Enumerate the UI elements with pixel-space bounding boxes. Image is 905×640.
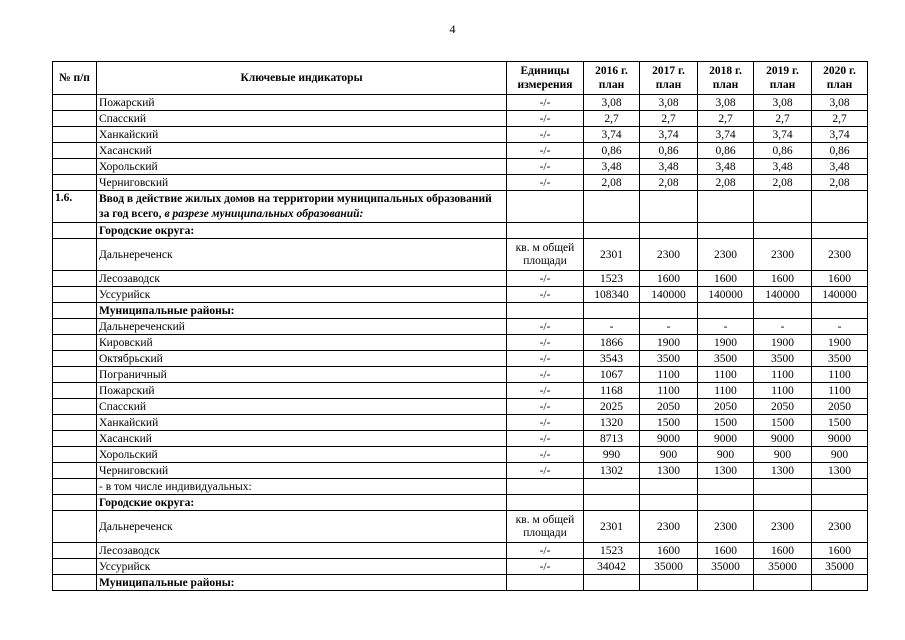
row-value: 990 — [584, 447, 640, 463]
table-row — [53, 111, 868, 127]
empty-cell — [812, 575, 868, 591]
row-value: - — [698, 319, 754, 335]
row-value: 1600 — [754, 543, 812, 559]
row-num — [53, 127, 97, 143]
row-value: 1100 — [812, 367, 868, 383]
row-name: Спасский — [97, 111, 507, 127]
row-unit: -/- — [507, 431, 584, 447]
empty-cell — [812, 303, 868, 319]
row-value: 2050 — [698, 399, 754, 415]
header-year-2020: 2020 г. план — [812, 62, 868, 95]
section-title — [97, 191, 507, 223]
header-year-2017: 2017 г. план — [640, 62, 698, 95]
header-unit: Единицы измерения — [507, 62, 584, 95]
row-name: Пограничный — [97, 367, 507, 383]
section-title-bold: Ввод в действие жилых домов на территории муниципальных образований за год всего, — [99, 192, 492, 220]
row-value: 2,08 — [640, 175, 698, 191]
table-row — [53, 367, 868, 383]
row-value: 1500 — [754, 415, 812, 431]
row-value: 3,74 — [698, 127, 754, 143]
empty-cell — [507, 495, 584, 511]
table-group-row — [53, 479, 868, 495]
row-value: 1600 — [754, 271, 812, 287]
row-value: 1100 — [640, 367, 698, 383]
table-group-row — [53, 575, 868, 591]
header-num: № п/п — [53, 62, 97, 95]
row-value: 3543 — [584, 351, 640, 367]
row-value: 0,86 — [754, 143, 812, 159]
empty-cell — [698, 575, 754, 591]
empty-cell — [754, 303, 812, 319]
empty-cell — [812, 479, 868, 495]
row-num — [53, 463, 97, 479]
row-value: 2300 — [754, 239, 812, 271]
row-num — [53, 383, 97, 399]
empty-cell — [754, 479, 812, 495]
row-num — [53, 415, 97, 431]
row-value: 8713 — [584, 431, 640, 447]
row-value: 1300 — [754, 463, 812, 479]
row-name: Октябрьский — [97, 351, 507, 367]
row-value: 3500 — [754, 351, 812, 367]
empty-cell — [812, 223, 868, 239]
row-value: 2300 — [640, 239, 698, 271]
row-num — [53, 271, 97, 287]
row-name: Хасанский — [97, 431, 507, 447]
table-header-row — [53, 62, 868, 95]
row-value: 108340 — [584, 287, 640, 303]
row-value: 1600 — [640, 271, 698, 287]
row-value: 1100 — [754, 367, 812, 383]
row-num — [53, 495, 97, 511]
row-value: 3,48 — [640, 159, 698, 175]
row-value: 2050 — [640, 399, 698, 415]
row-value: 1100 — [812, 383, 868, 399]
row-unit: -/- — [507, 271, 584, 287]
empty-cell — [812, 495, 868, 511]
row-num — [53, 559, 97, 575]
row-value: 1600 — [698, 271, 754, 287]
row-value: - — [640, 319, 698, 335]
empty-cell — [584, 303, 640, 319]
empty-cell — [584, 479, 640, 495]
row-value: 2300 — [812, 239, 868, 271]
row-value: 9000 — [812, 431, 868, 447]
row-value: 2025 — [584, 399, 640, 415]
group-label: Муниципальные районы: — [97, 303, 507, 319]
row-num — [53, 351, 97, 367]
row-name: Дальнереченский — [97, 319, 507, 335]
empty-cell — [754, 223, 812, 239]
row-value: 35000 — [640, 559, 698, 575]
row-value: 1100 — [698, 367, 754, 383]
row-value: 2300 — [640, 511, 698, 543]
row-value: 0,86 — [812, 143, 868, 159]
table-row — [53, 559, 868, 575]
empty-cell — [754, 191, 812, 223]
empty-cell — [698, 303, 754, 319]
empty-cell — [754, 495, 812, 511]
row-num — [53, 511, 97, 543]
row-unit: -/- — [507, 143, 584, 159]
row-num — [53, 175, 97, 191]
row-value: 2050 — [754, 399, 812, 415]
row-value: 2,7 — [640, 111, 698, 127]
row-value: 2300 — [812, 511, 868, 543]
row-value: 0,86 — [640, 143, 698, 159]
row-value: 1300 — [698, 463, 754, 479]
table-row — [53, 399, 868, 415]
indicators-table — [52, 61, 868, 591]
row-value: 2,7 — [812, 111, 868, 127]
empty-cell — [698, 191, 754, 223]
empty-cell — [584, 191, 640, 223]
row-value: 1866 — [584, 335, 640, 351]
row-value: 1067 — [584, 367, 640, 383]
row-num — [53, 447, 97, 463]
row-value: 35000 — [698, 559, 754, 575]
row-value: 140000 — [640, 287, 698, 303]
table-group-row — [53, 223, 868, 239]
table-group-row — [53, 495, 868, 511]
section-row — [53, 191, 868, 223]
row-unit: -/- — [507, 415, 584, 431]
row-value: 34042 — [584, 559, 640, 575]
group-label: Муниципальные районы: — [97, 575, 507, 591]
row-value: 1600 — [640, 543, 698, 559]
row-value: 900 — [812, 447, 868, 463]
row-num — [53, 543, 97, 559]
page-number: 4 — [449, 22, 456, 36]
row-value: 3,08 — [640, 95, 698, 111]
row-num — [53, 399, 97, 415]
row-unit: -/- — [507, 447, 584, 463]
row-value: 1500 — [812, 415, 868, 431]
row-value: - — [584, 319, 640, 335]
row-value: 3500 — [698, 351, 754, 367]
row-value: 9000 — [640, 431, 698, 447]
row-unit: -/- — [507, 399, 584, 415]
row-value: 2,08 — [754, 175, 812, 191]
row-value: 3500 — [640, 351, 698, 367]
row-value: 3,48 — [584, 159, 640, 175]
row-value: 1900 — [640, 335, 698, 351]
row-num — [53, 479, 97, 495]
row-unit: кв. м общей площади — [507, 511, 584, 543]
row-value: 900 — [640, 447, 698, 463]
row-value: 2301 — [584, 511, 640, 543]
header-year-2016: 2016 г. план — [584, 62, 640, 95]
table-row — [53, 511, 868, 543]
row-unit: -/- — [507, 559, 584, 575]
table-group-row — [53, 303, 868, 319]
row-num — [53, 95, 97, 111]
row-unit: -/- — [507, 383, 584, 399]
row-unit: -/- — [507, 95, 584, 111]
empty-cell — [640, 191, 698, 223]
row-unit: -/- — [507, 351, 584, 367]
row-unit: -/- — [507, 111, 584, 127]
row-value: 2300 — [698, 511, 754, 543]
row-unit: -/- — [507, 159, 584, 175]
row-value: 1523 — [584, 543, 640, 559]
row-value: 1168 — [584, 383, 640, 399]
row-value: 35000 — [754, 559, 812, 575]
row-name: Лесозаводск — [97, 543, 507, 559]
row-value: 1523 — [584, 271, 640, 287]
row-value: 1300 — [640, 463, 698, 479]
row-num — [53, 319, 97, 335]
row-value: 900 — [698, 447, 754, 463]
row-value: 3,48 — [754, 159, 812, 175]
table-row — [53, 335, 868, 351]
row-name: Уссурийск — [97, 559, 507, 575]
row-value: 1600 — [698, 543, 754, 559]
empty-cell — [640, 575, 698, 591]
row-name: Дальнереченск — [97, 511, 507, 543]
row-value: 3,08 — [812, 95, 868, 111]
table-row — [53, 175, 868, 191]
header-year-2018: 2018 г. план — [698, 62, 754, 95]
row-value: 2,08 — [698, 175, 754, 191]
row-name: Уссурийск — [97, 287, 507, 303]
table-row — [53, 239, 868, 271]
table-row — [53, 431, 868, 447]
empty-cell — [507, 575, 584, 591]
row-value: 2,08 — [584, 175, 640, 191]
empty-cell — [507, 303, 584, 319]
empty-cell — [507, 191, 584, 223]
table-row — [53, 319, 868, 335]
empty-cell — [812, 191, 868, 223]
row-name: Черниговский — [97, 463, 507, 479]
row-unit: -/- — [507, 127, 584, 143]
row-value: 0,86 — [698, 143, 754, 159]
row-num — [53, 303, 97, 319]
row-value: 1900 — [812, 335, 868, 351]
row-num — [53, 287, 97, 303]
section-title-italic: в разрезе муниципальных образований: — [164, 207, 364, 220]
row-unit: -/- — [507, 335, 584, 351]
section-number: 1.6. — [53, 191, 97, 223]
row-value: 1100 — [754, 383, 812, 399]
row-num — [53, 367, 97, 383]
table-row — [53, 383, 868, 399]
row-num — [53, 575, 97, 591]
table-row — [53, 143, 868, 159]
row-value: 2,7 — [584, 111, 640, 127]
row-value: 1100 — [640, 383, 698, 399]
row-value: 3,08 — [698, 95, 754, 111]
row-value: 3,74 — [640, 127, 698, 143]
row-value: 1500 — [698, 415, 754, 431]
header-indicator: Ключевые индикаторы — [97, 62, 507, 95]
row-value: 3,08 — [584, 95, 640, 111]
header-year-2019: 2019 г. план — [754, 62, 812, 95]
row-value: 9000 — [698, 431, 754, 447]
table-row — [53, 447, 868, 463]
table-row — [53, 351, 868, 367]
row-value: 3,74 — [754, 127, 812, 143]
row-unit: -/- — [507, 319, 584, 335]
row-unit: -/- — [507, 175, 584, 191]
empty-cell — [698, 479, 754, 495]
empty-cell — [507, 479, 584, 495]
row-unit: -/- — [507, 367, 584, 383]
row-unit: кв. м общей площади — [507, 239, 584, 271]
row-value: 2,08 — [812, 175, 868, 191]
row-value: 900 — [754, 447, 812, 463]
row-value: 140000 — [754, 287, 812, 303]
row-value: 1302 — [584, 463, 640, 479]
table-row — [53, 127, 868, 143]
row-value: 2,7 — [698, 111, 754, 127]
row-value: 3,48 — [698, 159, 754, 175]
row-value: 3,08 — [754, 95, 812, 111]
group-label: Городские округа: — [97, 223, 507, 239]
row-value: 140000 — [698, 287, 754, 303]
row-value: 35000 — [812, 559, 868, 575]
row-name: Хорольский — [97, 159, 507, 175]
row-value: 2300 — [698, 239, 754, 271]
row-value: 140000 — [812, 287, 868, 303]
empty-cell — [584, 223, 640, 239]
row-name: Пожарский — [97, 95, 507, 111]
row-num — [53, 239, 97, 271]
empty-cell — [698, 223, 754, 239]
row-unit: -/- — [507, 463, 584, 479]
empty-cell — [640, 303, 698, 319]
row-name: Спасский — [97, 399, 507, 415]
row-value: 2301 — [584, 239, 640, 271]
empty-cell — [584, 575, 640, 591]
table-row — [53, 159, 868, 175]
row-value: 1100 — [698, 383, 754, 399]
row-value: 3,74 — [584, 127, 640, 143]
empty-cell — [754, 575, 812, 591]
row-value: 3,48 — [812, 159, 868, 175]
row-num — [53, 159, 97, 175]
table-row — [53, 271, 868, 287]
row-unit: -/- — [507, 543, 584, 559]
row-num — [53, 111, 97, 127]
row-num — [53, 223, 97, 239]
row-unit: -/- — [507, 287, 584, 303]
row-value: - — [754, 319, 812, 335]
empty-cell — [507, 223, 584, 239]
empty-cell — [640, 495, 698, 511]
empty-cell — [640, 479, 698, 495]
row-value: 2,7 — [754, 111, 812, 127]
row-value: 1900 — [754, 335, 812, 351]
row-value: 9000 — [754, 431, 812, 447]
table-row — [53, 415, 868, 431]
empty-cell — [584, 495, 640, 511]
row-value: 1600 — [812, 271, 868, 287]
row-name: Лесозаводск — [97, 271, 507, 287]
row-name: Ханкайский — [97, 415, 507, 431]
row-value: 1500 — [640, 415, 698, 431]
row-value: 3,74 — [812, 127, 868, 143]
group-label: - в том числе индивидуальных: — [97, 479, 507, 495]
row-value: 1300 — [812, 463, 868, 479]
table-row — [53, 543, 868, 559]
row-num — [53, 431, 97, 447]
table-row — [53, 95, 868, 111]
row-value: - — [812, 319, 868, 335]
group-label: Городские округа: — [97, 495, 507, 511]
row-name: Хасанский — [97, 143, 507, 159]
row-value: 1320 — [584, 415, 640, 431]
empty-cell — [698, 495, 754, 511]
row-value: 1900 — [698, 335, 754, 351]
table-row — [53, 463, 868, 479]
row-name: Хорольский — [97, 447, 507, 463]
row-name: Ханкайский — [97, 127, 507, 143]
row-value: 0,86 — [584, 143, 640, 159]
row-value: 2050 — [812, 399, 868, 415]
row-name: Дальнереченск — [97, 239, 507, 271]
row-name: Черниговский — [97, 175, 507, 191]
table-row — [53, 287, 868, 303]
row-num — [53, 335, 97, 351]
empty-cell — [640, 223, 698, 239]
row-name: Кировский — [97, 335, 507, 351]
row-value: 2300 — [754, 511, 812, 543]
row-value: 1600 — [812, 543, 868, 559]
row-value: 3500 — [812, 351, 868, 367]
row-name: Пожарский — [97, 383, 507, 399]
row-num — [53, 143, 97, 159]
